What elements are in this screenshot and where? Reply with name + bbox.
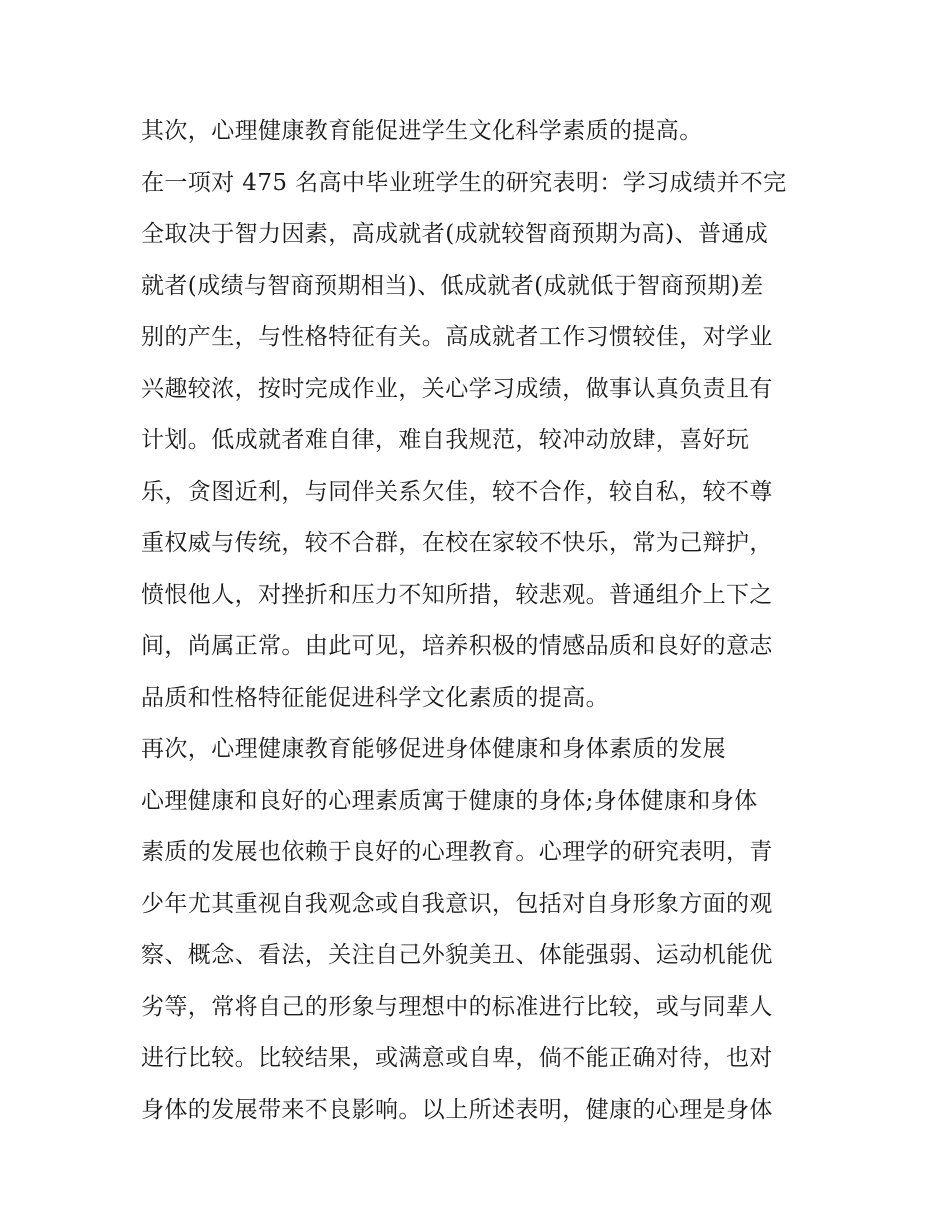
text-line: 愤恨他人，对挫折和压力不知所措，较悲观。普通组介上下之 (141, 581, 773, 608)
text-line: 劣等，常将自己的形象与理想中的标准进行比较，或与同辈人 (141, 993, 773, 1020)
text-line: 重权威与传统，较不合群，在校在家较不快乐，常为己辩护， (141, 530, 773, 556)
text-line: 进行比较。比较结果，或满意或自卑，倘不能正确对待，也对 (141, 1045, 773, 1071)
text-line: 兴趣较浓，按时完成作业，关心学习成绩，做事认真负责且有 (141, 375, 773, 402)
text-line: 品质和性格特征能促进科学文化素质的提高。 (141, 684, 609, 711)
text-line: 素质的发展也依赖于良好的心理教育。心理学的研究表明，青 (141, 839, 773, 865)
text-line: 乐，贪图近利，与同伴关系欠佳，较不合作，较自私，较不尊 (141, 478, 773, 505)
text-line: 再次，心理健康教育能够促进身体健康和身体素质的发展 (141, 736, 726, 762)
text-line: 心理健康和良好的心理素质寓于健康的身体;身体健康和身体 (141, 787, 758, 814)
document-body (141, 106, 821, 1136)
text-line: 就者(成绩与智商预期相当)、低成就者(成就低于智商预期)差 (141, 272, 764, 299)
text-line: 察、概念、看法，关注自己外貌美丑、体能强弱、运动机能优 (141, 942, 773, 968)
text-line: 其次，心理健康教育能促进学生文化科学素质的提高。 (141, 118, 703, 144)
text-line: 在一项对 475 名高中毕业班学生的研究表明：学习成绩并不完 (141, 169, 787, 196)
text-line: 别的产生，与性格特征有关。高成就者工作习惯较佳，对学业 (141, 324, 773, 350)
text-line: 身体的发展带来不良影响。以上所述表明，健康的心理是身体 (141, 1096, 773, 1123)
text-line: 计划。低成就者难自律，难自我规范，较冲动放肆，喜好玩 (141, 427, 750, 453)
text-line: 全取决于智力因素，高成就者(成就较智商预期为高)、普通成 (141, 221, 769, 247)
text-line: 少年尤其重视自我观念或自我意识，包括对自身形象方面的观 (141, 890, 773, 917)
text-line: 间，尚属正常。由此可见，培养积极的情感品质和良好的意志 (141, 633, 773, 659)
